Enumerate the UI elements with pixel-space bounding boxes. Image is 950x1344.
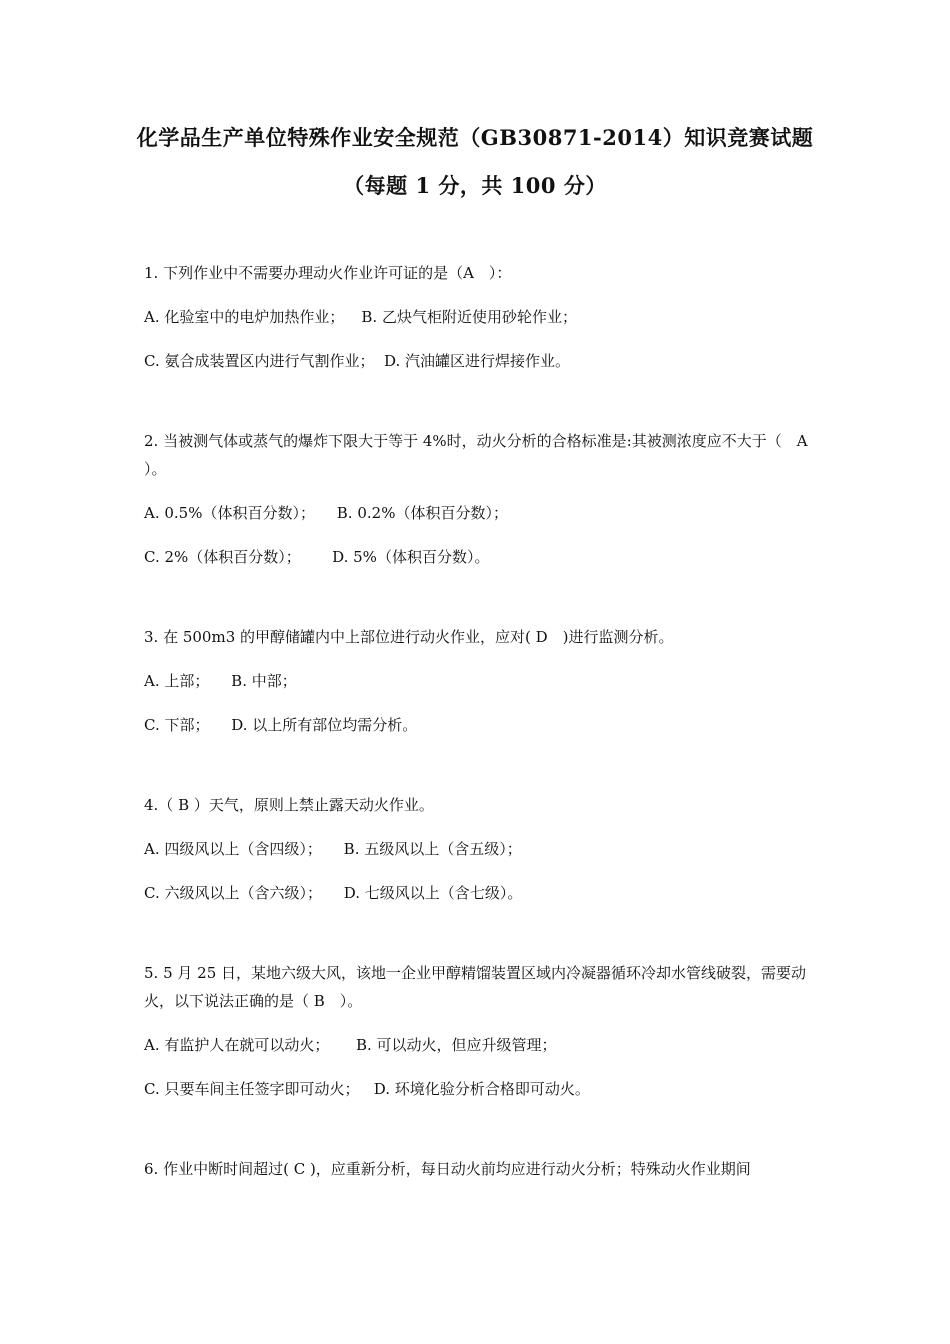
question-3 — [144, 623, 810, 739]
question-text: 1. 下列作业中不需要办理动火作业许可证的是（A ）： — [144, 264, 512, 282]
question-5 — [144, 959, 810, 1103]
question-options-ab: A. 四级风以上（含四级）； B. 五级风以上（含五级）； — [144, 840, 522, 858]
question-1 — [144, 259, 810, 375]
question-text: 3. 在 500m3 的甲醇储罐内中上部位进行动火作业，应对( D )进行监测分析。 — [144, 628, 674, 646]
question-6 — [144, 1155, 810, 1183]
question-options-cd: C. 2%（体积百分数）； D. 5%（体积百分数）。 — [144, 548, 490, 566]
question-options-cd: C. 氨合成装置区内进行气割作业； D. 汽油罐区进行焊接作业。 — [144, 352, 571, 370]
question-text: 6. 作业中断时间超过( C )，应重新分析，每日动火前均应进行动火分析；特殊动火作业期间 — [144, 1160, 751, 1178]
page-title: 化学品生产单位特殊作业安全规范（GB30871-2014）知识竞赛试题 — [136, 125, 814, 150]
question-options-cd: C. 下部； D. 以上所有部位均需分析。 — [144, 716, 418, 734]
question-options-ab: A. 上部； B. 中部； — [144, 672, 297, 690]
page-subtitle: （每题 1 分，共 100 分） — [343, 173, 607, 198]
question-options-cd: C. 六级风以上（含六级）； D. 七级风以上（含七级）。 — [144, 884, 523, 902]
question-2 — [144, 427, 810, 571]
question-4 — [144, 791, 810, 907]
question-text: 2. 当被测气体或蒸气的爆炸下限大于等于 4%时，动火分析的合格标准是:其被测浓度应不大于（ A ）。 — [144, 432, 808, 478]
question-options-ab: A. 有监护人在就可以动火； B. 可以动火，但应升级管理； — [144, 1036, 557, 1054]
question-list — [144, 259, 810, 1235]
question-options-ab: A. 化验室中的电炉加热作业； B. 乙炔气柜附近使用砂轮作业； — [144, 308, 577, 326]
question-text: 5. 5 月 25 日，某地六级大风，该地一企业甲醇精馏装置区域内冷凝器循环冷却水管线破裂，需要动火，以下说法正确的是（ B ）。 — [144, 964, 807, 1010]
question-options-cd: C. 只要车间主任签字即可动火； D. 环境化验分析合格即可动火。 — [144, 1080, 590, 1098]
question-text: 4.（ B ）天气，原则上禁止露天动火作业。 — [144, 796, 434, 814]
question-options-ab: A. 0.5%（体积百分数）； B. 0.2%（体积百分数）； — [144, 504, 508, 522]
